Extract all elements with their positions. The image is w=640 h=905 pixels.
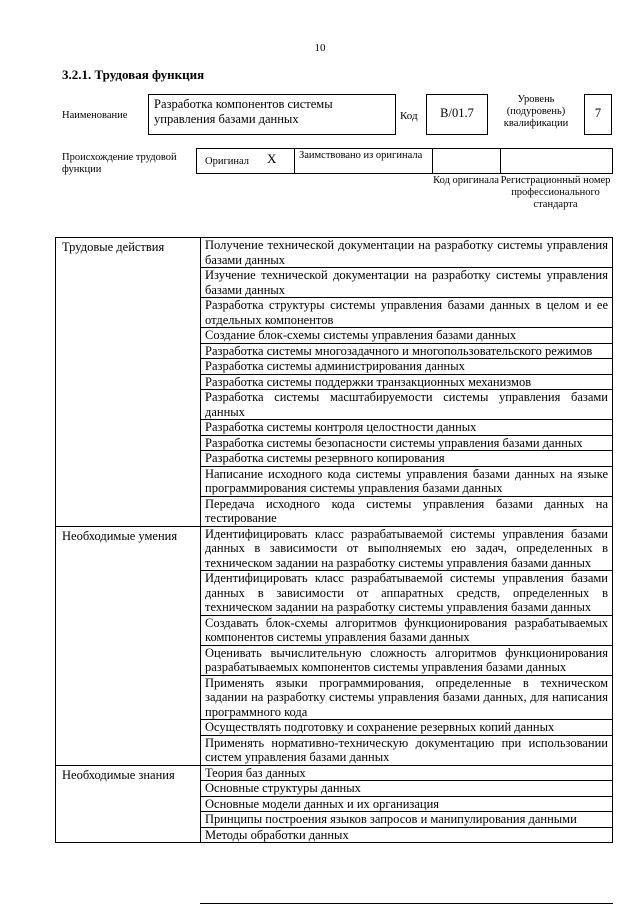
original-cell [197,149,295,173]
name-label: Наименование [62,110,128,121]
section-item: Разработка системы многозадачного и многопользовательского режимов [201,343,613,359]
section-item: Разработка системы поддержки транзакционных механизмов [201,374,613,390]
origin-row [196,148,613,174]
function-details-table [55,237,613,843]
section-item: Основные структуры данных [201,781,613,797]
section-item: Получение технической документации на разработку системы управления базами данных [201,238,613,268]
section-item: Разработка системы резервного копирования [201,451,613,467]
code-original-cell [433,149,501,173]
borrowed-label: Заимствовано из оригинала [299,150,423,161]
qualification-level-field: 7 [584,94,612,135]
bottom-border-line [200,903,613,904]
section-item: Применять языки программирования, определенные в техническом задании на разработку системы управления базами данных, для написания программного кода [201,675,613,720]
code-field: B/01.7 [426,94,488,135]
origin-label: Происхождение трудовой функции [62,152,177,175]
code-original-label: Код оригинала [433,175,499,186]
section-item: Идентифицировать класс разрабатываемой системы управления базами данных в зависимости от аппаратных средств, определенных в техническом задании на разработку системы управления базами данных [201,571,613,616]
borrowed-cell [295,149,433,173]
section-category: Необходимые умения [56,526,201,765]
section-item: Теория баз данных [201,765,613,781]
section-item: Разработка системы администрирования данных [201,359,613,375]
table-row [56,238,613,268]
table-row [56,526,613,571]
section-item: Разработка системы масштабируемости системы управления базами данных [201,390,613,420]
section-item: Принципы построения языков запросов и манипулирования данными [201,812,613,828]
section-item: Разработка структуры системы управления базами данных в целом и ее отдельных компонентов [201,298,613,328]
original-mark: X [267,151,277,166]
section-category: Необходимые знания [56,765,201,843]
section-item: Создание блок-схемы системы управления базами данных [201,328,613,344]
table-row [56,765,613,781]
registration-number-label: Регистрационный номер профессионального стандарта [500,175,611,210]
section-item: Разработка системы безопасности системы управления базами данных [201,435,613,451]
section-item: Оценивать вычислительную сложность алгоритмов функционирования разрабатываемых компонентов системы управления базами данных [201,645,613,675]
page-number: 10 [314,42,326,54]
section-item: Методы обработки данных [201,827,613,843]
section-category: Трудовые действия [56,238,201,527]
section-item: Написание исходного кода системы управления базами данных на языке программирования системы управления базами данных [201,466,613,496]
function-name-field: Разработка компонентов системы управления базами данных [148,94,396,135]
section-item: Изучение технической документации на разработку системы управления базами данных [201,268,613,298]
original-label: Оригинал [205,156,249,167]
code-label: Код [400,110,418,122]
section-item: Основные модели данных и их организация [201,796,613,812]
registration-number-cell [501,149,612,173]
section-item: Применять нормативно-техническую документацию при использовании систем управления базами данных [201,735,613,765]
section-item: Передача исходного кода системы управления базами данных на тестирование [201,496,613,526]
section-item: Создавать блок-схемы алгоритмов функционирования разрабатываемых компонентов системы управления базами данных [201,615,613,645]
section-item: Идентифицировать класс разрабатываемой системы управления базами данных в зависимости от выполняемых ею задач, определенных в техническом задании на разработку системы управления базами данных [201,526,613,571]
section-item: Разработка системы контроля целостности данных [201,420,613,436]
section-item: Осуществлять подготовку и сохранение резервных копий данных [201,720,613,736]
qualification-level-label: Уровень (подуровень) квалификации [503,94,569,129]
section-title: 3.2.1. Трудовая функция [62,67,205,82]
